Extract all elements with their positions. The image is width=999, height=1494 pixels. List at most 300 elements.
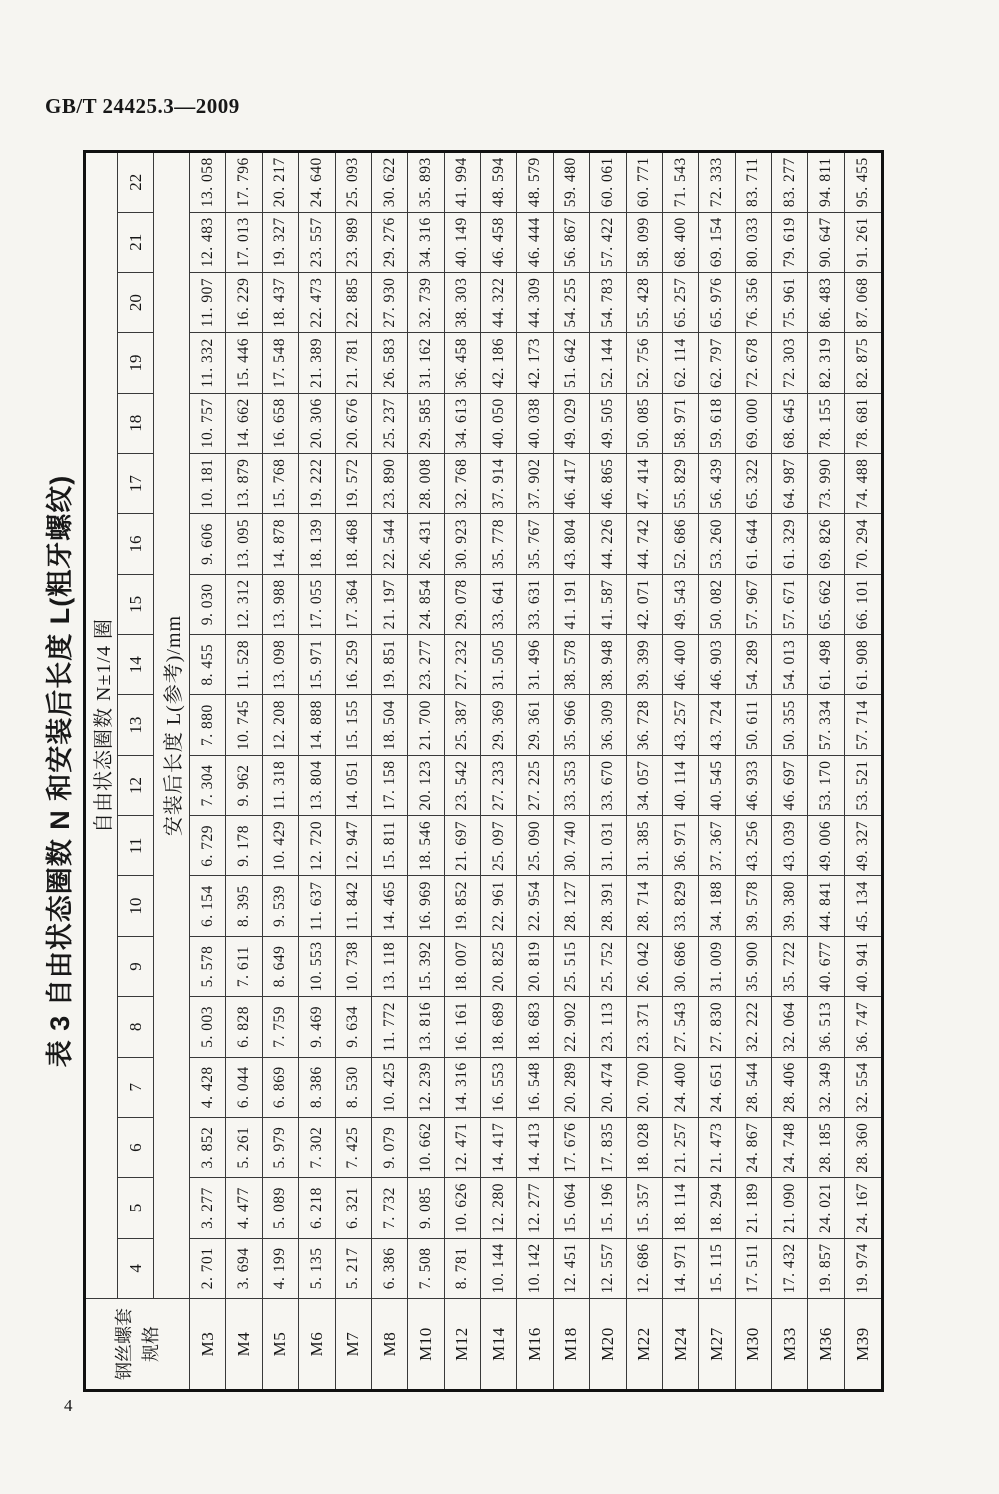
value-cell: 32. 222 bbox=[735, 997, 771, 1057]
value-cell: 48. 594 bbox=[481, 152, 517, 213]
value-cell: 16. 161 bbox=[444, 997, 480, 1057]
value-cell: 15. 446 bbox=[226, 333, 262, 393]
data-row bbox=[226, 152, 262, 1391]
value-cell: 29. 276 bbox=[371, 212, 407, 272]
n-header-cell: 21 bbox=[118, 212, 154, 272]
value-cell: 52. 144 bbox=[590, 333, 626, 393]
data-row bbox=[335, 152, 371, 1391]
value-cell: 44. 309 bbox=[517, 272, 553, 332]
value-cell: 16. 259 bbox=[335, 635, 371, 695]
value-cell: 49. 029 bbox=[553, 393, 589, 453]
value-cell: 34. 613 bbox=[444, 393, 480, 453]
value-cell: 17. 511 bbox=[735, 1238, 771, 1298]
value-cell: 36. 513 bbox=[808, 997, 844, 1057]
value-cell: 64. 987 bbox=[772, 453, 808, 513]
value-cell: 30. 622 bbox=[371, 152, 407, 213]
value-cell: 8. 649 bbox=[262, 936, 298, 996]
value-cell: 37. 902 bbox=[517, 453, 553, 513]
value-cell: 35. 778 bbox=[481, 514, 517, 574]
value-cell: 27. 543 bbox=[662, 997, 698, 1057]
value-cell: 11. 332 bbox=[190, 333, 226, 393]
value-cell: 46. 697 bbox=[772, 755, 808, 815]
value-cell: 27. 930 bbox=[371, 272, 407, 332]
value-cell: 31. 496 bbox=[517, 635, 553, 695]
n-header-cell: 6 bbox=[118, 1117, 154, 1177]
value-cell: 24. 640 bbox=[299, 152, 335, 213]
value-cell: 9. 469 bbox=[299, 997, 335, 1057]
value-cell: 12. 483 bbox=[190, 212, 226, 272]
value-cell: 40. 677 bbox=[808, 936, 844, 996]
n-header-cell: 20 bbox=[118, 272, 154, 332]
value-cell: 24. 400 bbox=[662, 1057, 698, 1117]
value-cell: 4. 428 bbox=[190, 1057, 226, 1117]
data-row bbox=[735, 152, 771, 1391]
value-cell: 20. 676 bbox=[335, 393, 371, 453]
value-cell: 79. 619 bbox=[772, 212, 808, 272]
value-cell: 19. 851 bbox=[371, 635, 407, 695]
value-cell: 80. 033 bbox=[735, 212, 771, 272]
value-cell: 15. 115 bbox=[699, 1238, 735, 1298]
value-cell: 75. 961 bbox=[772, 272, 808, 332]
value-cell: 13. 988 bbox=[262, 574, 298, 634]
value-cell: 87. 068 bbox=[844, 272, 882, 332]
corner-header bbox=[85, 1299, 190, 1391]
data-row bbox=[444, 152, 480, 1391]
free-state-coils-table bbox=[83, 150, 884, 1392]
value-cell: 25. 097 bbox=[481, 816, 517, 876]
value-cell: 4. 477 bbox=[226, 1178, 262, 1238]
value-cell: 39. 380 bbox=[772, 876, 808, 936]
value-cell: 5. 261 bbox=[226, 1117, 262, 1177]
value-cell: 16. 229 bbox=[226, 272, 262, 332]
value-cell: 21. 257 bbox=[662, 1117, 698, 1177]
value-cell: 11. 842 bbox=[335, 876, 371, 936]
value-cell: 82. 875 bbox=[844, 333, 882, 393]
value-cell: 14. 051 bbox=[335, 755, 371, 815]
value-cell: 21. 389 bbox=[299, 333, 335, 393]
n-header-cell: 17 bbox=[118, 453, 154, 513]
value-cell: 17. 158 bbox=[371, 755, 407, 815]
value-cell: 18. 437 bbox=[262, 272, 298, 332]
corner-header-line1: 钢丝螺套 bbox=[114, 1308, 135, 1380]
value-cell: 49. 543 bbox=[662, 574, 698, 634]
value-cell: 13. 804 bbox=[299, 755, 335, 815]
value-cell: 14. 662 bbox=[226, 393, 262, 453]
spec-cell: M14 bbox=[481, 1299, 517, 1391]
spec-cell: M36 bbox=[808, 1299, 844, 1391]
value-cell: 50. 082 bbox=[699, 574, 735, 634]
spec-cell: M8 bbox=[371, 1299, 407, 1391]
value-cell: 44. 742 bbox=[626, 514, 662, 574]
value-cell: 11. 907 bbox=[190, 272, 226, 332]
value-cell: 31. 385 bbox=[626, 816, 662, 876]
value-cell: 24. 021 bbox=[808, 1178, 844, 1238]
value-cell: 12. 947 bbox=[335, 816, 371, 876]
group-header: 自由状态圈数 N±1/4 圈 bbox=[85, 152, 118, 1299]
value-cell: 56. 439 bbox=[699, 453, 735, 513]
value-cell: 57. 714 bbox=[844, 695, 882, 755]
value-cell: 54. 289 bbox=[735, 635, 771, 695]
value-cell: 33. 670 bbox=[590, 755, 626, 815]
value-cell: 41. 587 bbox=[590, 574, 626, 634]
value-cell: 6. 218 bbox=[299, 1178, 335, 1238]
spec-cell: M33 bbox=[772, 1299, 808, 1391]
value-cell: 68. 400 bbox=[662, 212, 698, 272]
value-cell: 57. 967 bbox=[735, 574, 771, 634]
spec-cell: M6 bbox=[299, 1299, 335, 1391]
value-cell: 7. 304 bbox=[190, 755, 226, 815]
value-cell: 49. 327 bbox=[844, 816, 882, 876]
value-cell: 43. 039 bbox=[772, 816, 808, 876]
value-cell: 27. 830 bbox=[699, 997, 735, 1057]
value-cell: 20. 289 bbox=[553, 1057, 589, 1117]
value-cell: 17. 676 bbox=[553, 1117, 589, 1177]
value-cell: 10. 553 bbox=[299, 936, 335, 996]
value-cell: 5. 135 bbox=[299, 1238, 335, 1298]
value-cell: 17. 055 bbox=[299, 574, 335, 634]
value-cell: 74. 488 bbox=[844, 453, 882, 513]
value-cell: 69. 154 bbox=[699, 212, 735, 272]
value-cell: 43. 257 bbox=[662, 695, 698, 755]
value-cell: 26. 431 bbox=[408, 514, 444, 574]
value-cell: 25. 090 bbox=[517, 816, 553, 876]
value-cell: 15. 811 bbox=[371, 816, 407, 876]
value-cell: 31. 031 bbox=[590, 816, 626, 876]
value-cell: 40. 050 bbox=[481, 393, 517, 453]
value-cell: 7. 759 bbox=[262, 997, 298, 1057]
value-cell: 42. 186 bbox=[481, 333, 517, 393]
value-cell: 78. 155 bbox=[808, 393, 844, 453]
value-cell: 44. 226 bbox=[590, 514, 626, 574]
value-cell: 3. 852 bbox=[190, 1117, 226, 1177]
value-cell: 25. 515 bbox=[553, 936, 589, 996]
n-header-cell: 18 bbox=[118, 393, 154, 453]
value-cell: 43. 724 bbox=[699, 695, 735, 755]
value-cell: 13. 879 bbox=[226, 453, 262, 513]
spec-cell: M10 bbox=[408, 1299, 444, 1391]
value-cell: 16. 553 bbox=[481, 1057, 517, 1117]
data-row bbox=[408, 152, 444, 1391]
value-cell: 12. 686 bbox=[626, 1238, 662, 1298]
value-cell: 20. 306 bbox=[299, 393, 335, 453]
value-cell: 10. 738 bbox=[335, 936, 371, 996]
value-cell: 14. 316 bbox=[444, 1057, 480, 1117]
value-cell: 13. 058 bbox=[190, 152, 226, 213]
value-cell: 35. 900 bbox=[735, 936, 771, 996]
value-cell: 24. 867 bbox=[735, 1117, 771, 1177]
value-cell: 65. 257 bbox=[662, 272, 698, 332]
value-cell: 9. 539 bbox=[262, 876, 298, 936]
value-cell: 7. 732 bbox=[371, 1178, 407, 1238]
value-cell: 15. 971 bbox=[299, 635, 335, 695]
value-cell: 70. 294 bbox=[844, 514, 882, 574]
spec-cell: M3 bbox=[190, 1299, 226, 1391]
value-cell: 40. 941 bbox=[844, 936, 882, 996]
value-cell: 38. 578 bbox=[553, 635, 589, 695]
value-cell: 72. 303 bbox=[772, 333, 808, 393]
value-cell: 13. 098 bbox=[262, 635, 298, 695]
value-cell: 12. 312 bbox=[226, 574, 262, 634]
data-row bbox=[772, 152, 808, 1391]
value-cell: 20. 474 bbox=[590, 1057, 626, 1117]
value-cell: 38. 303 bbox=[444, 272, 480, 332]
value-cell: 53. 170 bbox=[808, 755, 844, 815]
value-cell: 10. 142 bbox=[517, 1238, 553, 1298]
value-cell: 31. 009 bbox=[699, 936, 735, 996]
spec-cell: M39 bbox=[844, 1299, 882, 1391]
value-cell: 14. 465 bbox=[371, 876, 407, 936]
value-cell: 82. 319 bbox=[808, 333, 844, 393]
value-cell: 21. 197 bbox=[371, 574, 407, 634]
value-cell: 21. 189 bbox=[735, 1178, 771, 1238]
value-cell: 28. 185 bbox=[808, 1117, 844, 1177]
value-cell: 44. 841 bbox=[808, 876, 844, 936]
value-cell: 28. 008 bbox=[408, 453, 444, 513]
value-cell: 31. 162 bbox=[408, 333, 444, 393]
value-cell: 10. 181 bbox=[190, 453, 226, 513]
value-cell: 7. 611 bbox=[226, 936, 262, 996]
value-cell: 76. 356 bbox=[735, 272, 771, 332]
value-cell: 17. 548 bbox=[262, 333, 298, 393]
value-cell: 33. 829 bbox=[662, 876, 698, 936]
n-header-cell: 7 bbox=[118, 1057, 154, 1117]
value-cell: 25. 752 bbox=[590, 936, 626, 996]
value-cell: 11. 318 bbox=[262, 755, 298, 815]
value-cell: 9. 178 bbox=[226, 816, 262, 876]
spec-cell: M30 bbox=[735, 1299, 771, 1391]
value-cell: 18. 007 bbox=[444, 936, 480, 996]
value-cell: 25. 237 bbox=[371, 393, 407, 453]
value-cell: 7. 880 bbox=[190, 695, 226, 755]
value-cell: 19. 974 bbox=[844, 1238, 882, 1298]
data-row bbox=[517, 152, 553, 1391]
value-cell: 23. 989 bbox=[335, 212, 371, 272]
value-cell: 35. 893 bbox=[408, 152, 444, 213]
value-cell: 65. 662 bbox=[808, 574, 844, 634]
data-row bbox=[808, 152, 844, 1391]
value-cell: 6. 321 bbox=[335, 1178, 371, 1238]
value-cell: 19. 327 bbox=[262, 212, 298, 272]
value-cell: 22. 473 bbox=[299, 272, 335, 332]
n-header-cell: 13 bbox=[118, 695, 154, 755]
value-cell: 24. 167 bbox=[844, 1178, 882, 1238]
value-cell: 15. 768 bbox=[262, 453, 298, 513]
spec-cell: M27 bbox=[699, 1299, 735, 1391]
value-cell: 9. 634 bbox=[335, 997, 371, 1057]
value-cell: 16. 548 bbox=[517, 1057, 553, 1117]
value-cell: 18. 139 bbox=[299, 514, 335, 574]
value-cell: 39. 399 bbox=[626, 635, 662, 695]
value-cell: 42. 071 bbox=[626, 574, 662, 634]
value-cell: 66. 101 bbox=[844, 574, 882, 634]
page-number: 4 bbox=[64, 1396, 73, 1415]
value-cell: 11. 772 bbox=[371, 997, 407, 1057]
value-cell: 72. 678 bbox=[735, 333, 771, 393]
value-cell: 32. 739 bbox=[408, 272, 444, 332]
value-cell: 33. 641 bbox=[481, 574, 517, 634]
value-cell: 16. 969 bbox=[408, 876, 444, 936]
value-cell: 60. 061 bbox=[590, 152, 626, 213]
value-cell: 32. 349 bbox=[808, 1057, 844, 1117]
value-cell: 32. 064 bbox=[772, 997, 808, 1057]
value-cell: 9. 962 bbox=[226, 755, 262, 815]
n-header-cell: 5 bbox=[118, 1178, 154, 1238]
value-cell: 59. 480 bbox=[553, 152, 589, 213]
value-cell: 5. 003 bbox=[190, 997, 226, 1057]
value-cell: 69. 000 bbox=[735, 393, 771, 453]
n-header-cell: 14 bbox=[118, 635, 154, 695]
value-cell: 15. 357 bbox=[626, 1178, 662, 1238]
value-cell: 20. 217 bbox=[262, 152, 298, 213]
value-cell: 10. 745 bbox=[226, 695, 262, 755]
value-cell: 8. 530 bbox=[335, 1057, 371, 1117]
n-header-cell: 11 bbox=[118, 816, 154, 876]
value-cell: 38. 948 bbox=[590, 635, 626, 695]
value-cell: 53. 521 bbox=[844, 755, 882, 815]
data-row bbox=[590, 152, 626, 1391]
value-cell: 19. 572 bbox=[335, 453, 371, 513]
value-cell: 83. 711 bbox=[735, 152, 771, 213]
value-cell: 10. 144 bbox=[481, 1238, 517, 1298]
value-cell: 26. 042 bbox=[626, 936, 662, 996]
sub-header-row bbox=[154, 152, 190, 1391]
group-header-row bbox=[85, 152, 118, 1391]
data-row bbox=[662, 152, 698, 1391]
value-cell: 18. 468 bbox=[335, 514, 371, 574]
value-cell: 17. 835 bbox=[590, 1117, 626, 1177]
value-cell: 17. 013 bbox=[226, 212, 262, 272]
value-cell: 41. 994 bbox=[444, 152, 480, 213]
value-cell: 49. 505 bbox=[590, 393, 626, 453]
value-cell: 61. 329 bbox=[772, 514, 808, 574]
value-cell: 55. 829 bbox=[662, 453, 698, 513]
value-cell: 9. 085 bbox=[408, 1178, 444, 1238]
value-cell: 8. 395 bbox=[226, 876, 262, 936]
value-cell: 18. 028 bbox=[626, 1117, 662, 1177]
value-cell: 23. 542 bbox=[444, 755, 480, 815]
value-cell: 48. 579 bbox=[517, 152, 553, 213]
n-header-cell: 8 bbox=[118, 997, 154, 1057]
value-cell: 83. 277 bbox=[772, 152, 808, 213]
value-cell: 17. 364 bbox=[335, 574, 371, 634]
value-cell: 8. 455 bbox=[190, 635, 226, 695]
data-row bbox=[626, 152, 662, 1391]
value-cell: 27. 225 bbox=[517, 755, 553, 815]
n-header-cell: 15 bbox=[118, 574, 154, 634]
value-cell: 7. 508 bbox=[408, 1238, 444, 1298]
value-cell: 12. 451 bbox=[553, 1238, 589, 1298]
spec-cell: M24 bbox=[662, 1299, 698, 1391]
value-cell: 55. 428 bbox=[626, 272, 662, 332]
value-cell: 12. 720 bbox=[299, 816, 335, 876]
value-cell: 22. 961 bbox=[481, 876, 517, 936]
value-cell: 61. 644 bbox=[735, 514, 771, 574]
n-header-cell: 22 bbox=[118, 152, 154, 213]
standard-code: GB/T 24425.3—2009 bbox=[45, 94, 240, 118]
value-cell: 40. 114 bbox=[662, 755, 698, 815]
data-row bbox=[190, 152, 226, 1391]
value-cell: 21. 781 bbox=[335, 333, 371, 393]
spec-cell: M22 bbox=[626, 1299, 662, 1391]
value-cell: 5. 979 bbox=[262, 1117, 298, 1177]
value-cell: 35. 722 bbox=[772, 936, 808, 996]
data-row bbox=[481, 152, 517, 1391]
value-cell: 46. 933 bbox=[735, 755, 771, 815]
value-cell: 6. 729 bbox=[190, 816, 226, 876]
value-cell: 27. 233 bbox=[481, 755, 517, 815]
value-cell: 23. 890 bbox=[371, 453, 407, 513]
value-cell: 11. 528 bbox=[226, 635, 262, 695]
value-cell: 54. 013 bbox=[772, 635, 808, 695]
value-cell: 22. 544 bbox=[371, 514, 407, 574]
table-title: 表 3 自由状态圈数 N 和安装后长度 L(粗牙螺纹) bbox=[45, 474, 75, 1068]
value-cell: 28. 406 bbox=[772, 1057, 808, 1117]
value-cell: 47. 414 bbox=[626, 453, 662, 513]
value-cell: 21. 473 bbox=[699, 1117, 735, 1177]
value-cell: 50. 611 bbox=[735, 695, 771, 755]
value-cell: 28. 714 bbox=[626, 876, 662, 936]
data-row bbox=[844, 152, 882, 1391]
value-cell: 34. 316 bbox=[408, 212, 444, 272]
value-cell: 25. 093 bbox=[335, 152, 371, 213]
value-cell: 11. 637 bbox=[299, 876, 335, 936]
value-cell: 34. 057 bbox=[626, 755, 662, 815]
value-cell: 7. 425 bbox=[335, 1117, 371, 1177]
value-cell: 56. 867 bbox=[553, 212, 589, 272]
value-cell: 13. 118 bbox=[371, 936, 407, 996]
value-cell: 52. 756 bbox=[626, 333, 662, 393]
value-cell: 3. 277 bbox=[190, 1178, 226, 1238]
value-cell: 2. 701 bbox=[190, 1238, 226, 1298]
value-cell: 8. 781 bbox=[444, 1238, 480, 1298]
value-cell: 30. 740 bbox=[553, 816, 589, 876]
spec-cell: M12 bbox=[444, 1299, 480, 1391]
value-cell: 16. 658 bbox=[262, 393, 298, 453]
n-header-cell: 9 bbox=[118, 936, 154, 996]
value-cell: 61. 498 bbox=[808, 635, 844, 695]
data-row bbox=[371, 152, 407, 1391]
value-cell: 36. 458 bbox=[444, 333, 480, 393]
value-cell: 24. 651 bbox=[699, 1057, 735, 1117]
value-cell: 9. 606 bbox=[190, 514, 226, 574]
value-cell: 61. 908 bbox=[844, 635, 882, 695]
value-cell: 23. 371 bbox=[626, 997, 662, 1057]
value-cell: 9. 079 bbox=[371, 1117, 407, 1177]
value-cell: 6. 869 bbox=[262, 1057, 298, 1117]
value-cell: 68. 645 bbox=[772, 393, 808, 453]
spec-cell: M7 bbox=[335, 1299, 371, 1391]
value-cell: 13. 816 bbox=[408, 997, 444, 1057]
value-cell: 52. 686 bbox=[662, 514, 698, 574]
value-cell: 60. 771 bbox=[626, 152, 662, 213]
value-cell: 18. 689 bbox=[481, 997, 517, 1057]
value-cell: 10. 662 bbox=[408, 1117, 444, 1177]
value-cell: 50. 355 bbox=[772, 695, 808, 755]
value-cell: 22. 885 bbox=[335, 272, 371, 332]
value-cell: 35. 767 bbox=[517, 514, 553, 574]
value-cell: 12. 280 bbox=[481, 1178, 517, 1238]
value-cell: 14. 971 bbox=[662, 1238, 698, 1298]
value-cell: 71. 543 bbox=[662, 152, 698, 213]
value-cell: 40. 038 bbox=[517, 393, 553, 453]
value-cell: 7. 302 bbox=[299, 1117, 335, 1177]
value-cell: 30. 923 bbox=[444, 514, 480, 574]
value-cell: 62. 114 bbox=[662, 333, 698, 393]
value-cell: 12. 239 bbox=[408, 1057, 444, 1117]
value-cell: 10. 425 bbox=[371, 1057, 407, 1117]
value-cell: 23. 557 bbox=[299, 212, 335, 272]
data-row bbox=[262, 152, 298, 1391]
